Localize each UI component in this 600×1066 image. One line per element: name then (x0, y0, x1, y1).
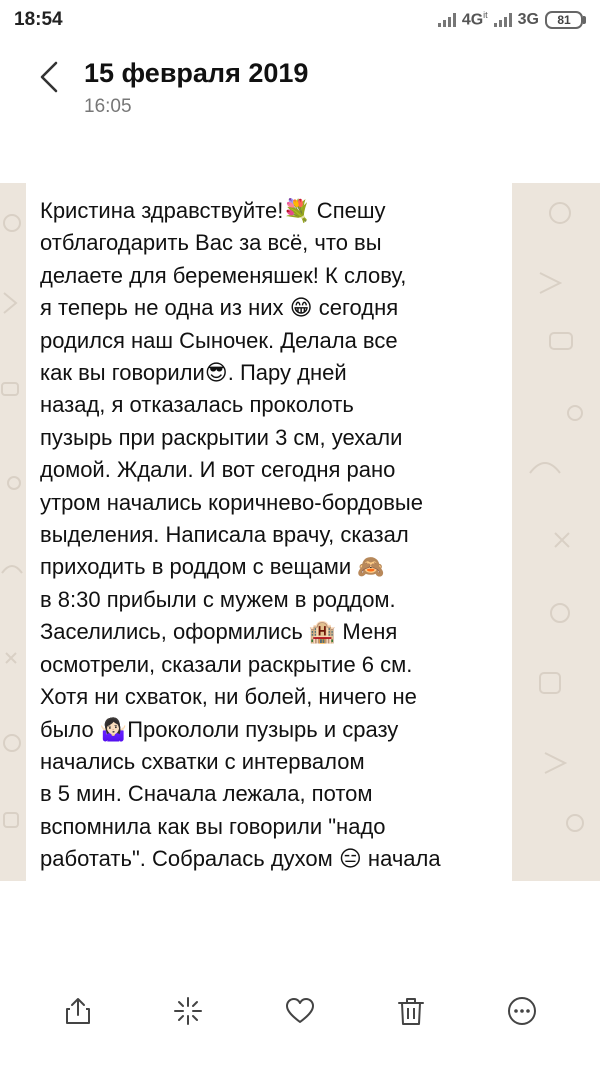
heart-icon[interactable] (283, 994, 317, 1028)
bottom-toolbar (0, 990, 600, 1040)
share-icon[interactable] (61, 994, 95, 1028)
network-type: 4G (461, 11, 484, 29)
header (0, 48, 600, 128)
status-time: 18:54 (14, 9, 63, 30)
network-label-primary (462, 10, 488, 29)
battery-tip (583, 16, 586, 24)
battery-level: 81 (545, 11, 583, 29)
trash-icon[interactable] (394, 994, 428, 1028)
message-text: Кристина здравствуйте!💐 Спешу отблагодарить Вас за всё, что вы делаете для беременяшек! К слову, я теперь не одна из них 😁 сегодня родился наш Сыночек. Делала все как вы говорили😎. Пару дней назад, я отказалась проколоть пузырь при раскрытии 3 см, уехали домой. Ждали. И вот сегодня рано утром начались коричнево-бордовые выделения. Написала врачу, сказал приходить в роддом с вещами 🙈 в 8:30 прибыли с мужем в роддом. Заселились, оформились 🏨 Меня осмотрели, сказали раскрытие 6 см. Хотя ни схваток, ни болей, ничего не было 🤷🏻‍♀️Прокололи пузырь и сразу начались схватки с интервалом в 5 мин. Сначала лежала, потом вспомнила как вы говорили "надо работать". Собралась духом 😑 начала (40, 198, 441, 872)
network-suffix: it (483, 10, 488, 20)
page-title: 15 февраля 2019 (84, 58, 309, 88)
signal-icon (438, 13, 456, 27)
status-indicators (438, 10, 586, 29)
network-label-secondary: 3G (517, 10, 539, 28)
status-bar (0, 0, 600, 40)
chat-screenshot-image[interactable] (0, 183, 600, 881)
battery-icon (545, 11, 586, 29)
more-icon[interactable] (505, 994, 539, 1028)
sparkle-icon[interactable] (171, 994, 205, 1028)
signal-icon-secondary (494, 13, 512, 27)
chevron-left-icon[interactable] (36, 60, 62, 94)
page-subtitle: 16:05 (84, 96, 132, 117)
